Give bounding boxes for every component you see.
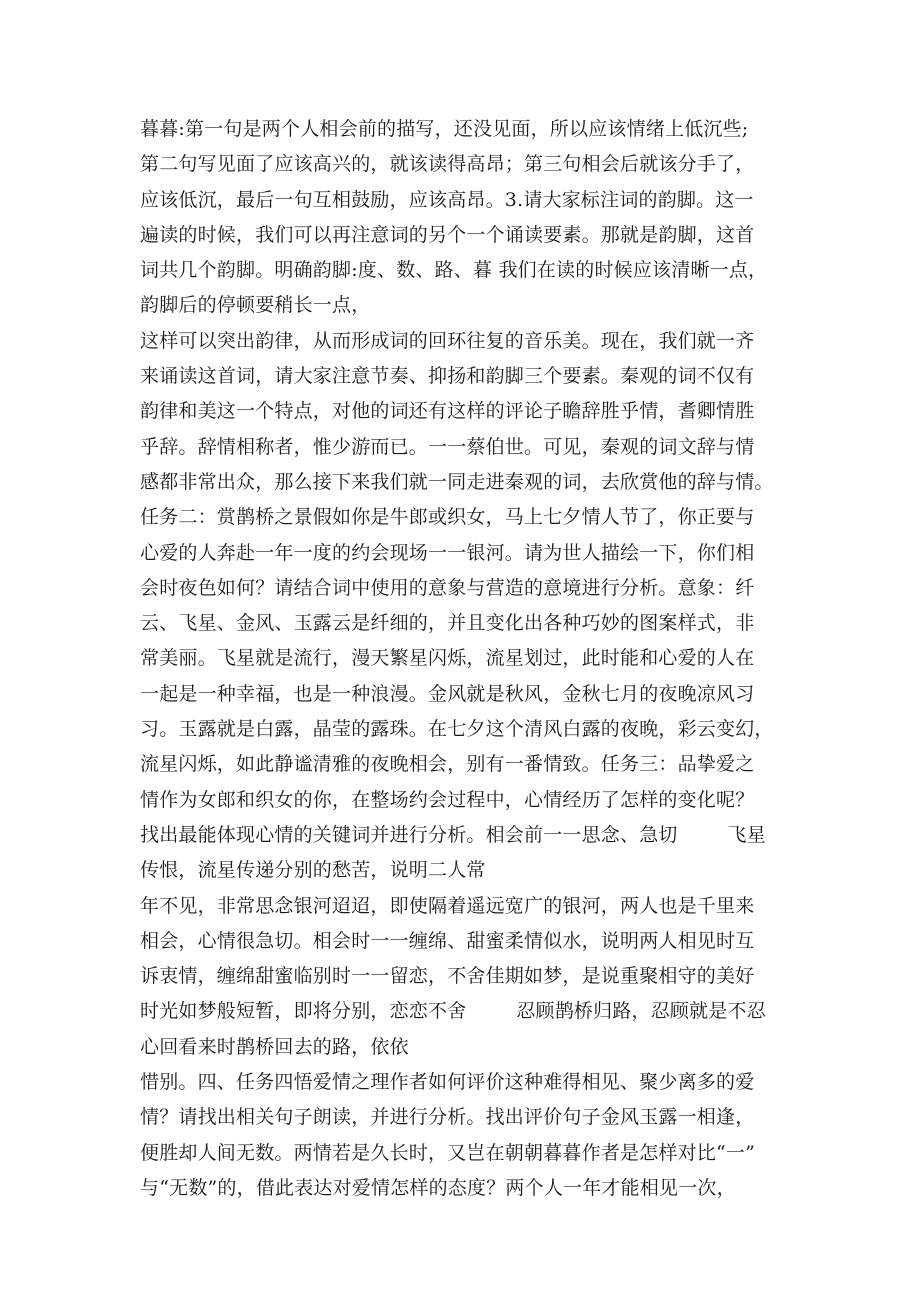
text-line: 感都非常出众，那么接下来我们就一同走进秦观的词，去欣赏他的辞与情。 bbox=[140, 470, 774, 493]
text-line: 找出最能体现心情的关键词并进行分析。相会前一一思念、急切 飞星 bbox=[140, 823, 766, 846]
text-line: 词共几个韵脚。明确韵脚:度、数、路、暮 我们在读的时候应该清晰一点， bbox=[140, 259, 768, 282]
text-line: 流星闪烁，如此静谧清雅的夜晚相会，别有一番情致。任务三：品挚爱之 bbox=[140, 753, 755, 776]
text-line: 任务二：赏鹊桥之景假如你是牛郎或织女，马上七夕情人节了，你正要与 bbox=[140, 506, 755, 529]
text-line: 传恨，流星传递分别的愁苦，说明二人常 bbox=[140, 859, 486, 882]
text-line: 遍读的时候，我们可以再注意词的另个一个诵读要素。那就是韵脚，这首 bbox=[140, 223, 755, 246]
text-line: 暮暮:第一句是两个人相会前的描写，还没见面，所以应该情绪上低沉些; bbox=[140, 118, 749, 140]
text-line: 韵律和美这一个特点，对他的词还有这样的评论子瞻辞胜乎情，耆卿情胜 bbox=[140, 400, 755, 423]
text-line: 相会，心情很急切。相会时一一缠绵、甜蜜柔情似水，说明两人相见时互 bbox=[140, 929, 755, 952]
text-line: 情作为女郎和织女的你，在整场约会过程中，心情经历了怎样的变化呢？ bbox=[140, 788, 755, 811]
text-line: 习。玉露就是白露，晶莹的露珠。在七夕这个清风白露的夜晚，彩云变幻， bbox=[140, 718, 774, 741]
text-line: 这样可以突出韵律，从而形成词的回环往复的音乐美。现在，我们就一齐 bbox=[140, 329, 755, 352]
text-line: 惜别。四、任务四悟爱情之理作者如何评价这种难得相见、聚少离多的爱 bbox=[140, 1071, 755, 1094]
text-line: 常美丽。飞星就是流行，漫天繁星闪烁，流星划过，此时能和心爱的人在 bbox=[140, 647, 755, 670]
text-line: 便胜却人间无数。两情若是久长时，又岂在朝朝暮暮作者是怎样对比“一” bbox=[140, 1141, 756, 1164]
text-line: 与“无数”的，借此表达对爱情怎样的态度？两个人一年才能相见一次， bbox=[140, 1176, 736, 1199]
text-line: 时光如梦般短暂，即将分别，恋恋不舍 忍顾鹊桥归路，忍顾就是不忍 bbox=[140, 1000, 766, 1023]
text-line: 应该低沉，最后一句互相鼓励，应该高昂。3.请大家标注词的韵脚。这一 bbox=[140, 188, 754, 211]
text-line: 情？请找出相关句子朗读，并进行分析。找出评价句子金风玉露一相逢， bbox=[140, 1106, 755, 1129]
text-line: 第二句写见面了应该高兴的，就该读得高昂；第三句相会后就该分手了， bbox=[140, 153, 755, 176]
text-line: 诉衷情，缠绵甜蜜临别时一一留恋，不舍佳期如梦，是说重聚相守的美好 bbox=[140, 965, 755, 988]
body-text bbox=[140, 112, 800, 1206]
text-line: 年不见，非常思念银河迢迢，即使隔着遥远宽广的银河，两人也是千里来 bbox=[140, 894, 755, 917]
text-line: 心爱的人奔赴一年一度的约会现场一一银河。请为世人描绘一下，你们相 bbox=[140, 541, 755, 564]
text-line: 来诵读这首词，请大家注意节奏、抑扬和韵脚三个要素。秦观的词不仅有 bbox=[140, 365, 755, 388]
text-line: 乎辞。辞情相称者，惟少游而已。一一蔡伯世。可见，秦观的词文辞与情 bbox=[140, 435, 755, 458]
text-line: 韵脚后的停顿要稍长一点， bbox=[140, 294, 371, 317]
text-line: 心回看来时鹊桥回去的路，依依 bbox=[140, 1035, 409, 1058]
text-line: 会时夜色如何？请结合词中使用的意象与营造的意境进行分析。意象：纤 bbox=[140, 576, 755, 599]
text-line: 云、飞星、金风、玉露云是纤细的，并且变化出各种巧妙的图案样式，非 bbox=[140, 612, 755, 635]
text-line: 一起是一种幸福，也是一种浪漫。金风就是秋风，金秋七月的夜晚凉风习 bbox=[140, 682, 755, 705]
